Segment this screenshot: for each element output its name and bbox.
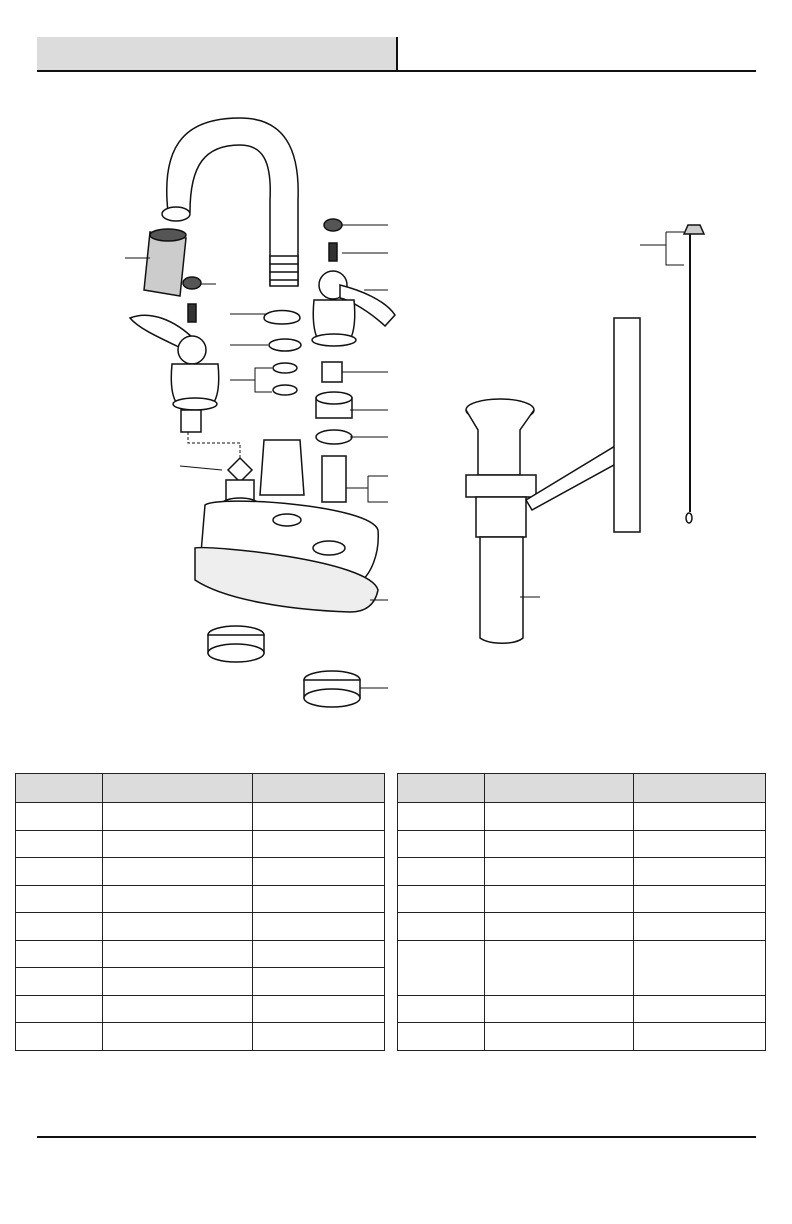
- o-ring-illustration: [269, 339, 301, 351]
- drain-body-illustration: [466, 399, 536, 643]
- header-divider: [396, 37, 398, 72]
- parts-table-left: [15, 773, 385, 1051]
- table-row: [16, 940, 385, 968]
- clip-illustration: [264, 311, 300, 325]
- right-cap-illustration: [324, 219, 342, 231]
- right-handle-illustration: [312, 271, 395, 346]
- left-nut-illustration: [181, 410, 201, 432]
- washer-lower-illustration: [273, 385, 297, 395]
- table-row: [398, 940, 766, 995]
- table-row: [398, 885, 766, 913]
- table-header-row: [398, 774, 766, 803]
- table-row: [398, 830, 766, 858]
- table-row: [398, 913, 766, 941]
- right-cartridge-illustration: [322, 456, 346, 502]
- table-row: [16, 1023, 385, 1051]
- table-row: [16, 858, 385, 886]
- clevis-strap-illustration: [614, 318, 640, 532]
- exploded-parts-diagram: [0, 95, 792, 735]
- mounting-nut-right-illustration: [304, 671, 360, 707]
- right-nut-illustration: [322, 362, 342, 382]
- table-row: [16, 830, 385, 858]
- table-row: [16, 913, 385, 941]
- table-header-row: [16, 774, 385, 803]
- table-row: [398, 995, 766, 1023]
- right-screw-illustration: [329, 243, 337, 261]
- table-row: [16, 968, 385, 996]
- gasket-ring-illustration: [316, 430, 352, 444]
- aerator-illustration: [144, 229, 186, 296]
- lift-rod-illustration: [684, 225, 704, 523]
- table-row: [16, 803, 385, 831]
- left-cap-illustration: [183, 277, 201, 289]
- left-handle-illustration: [130, 315, 219, 410]
- header-title-bar: [37, 37, 397, 71]
- left-screw-illustration: [188, 304, 196, 322]
- washer-upper-illustration: [273, 363, 297, 373]
- footer-rule: [37, 1136, 756, 1138]
- table-row: [398, 858, 766, 886]
- header-rule: [37, 70, 756, 72]
- mounting-nut-left-illustration: [208, 626, 264, 662]
- table-row: [16, 885, 385, 913]
- parts-table-right: [397, 773, 766, 1051]
- escutcheon-center-illustration: [260, 440, 304, 495]
- table-row: [398, 803, 766, 831]
- deck-plate-illustration: [195, 501, 378, 612]
- table-row: [398, 1023, 766, 1051]
- table-row: [16, 995, 385, 1023]
